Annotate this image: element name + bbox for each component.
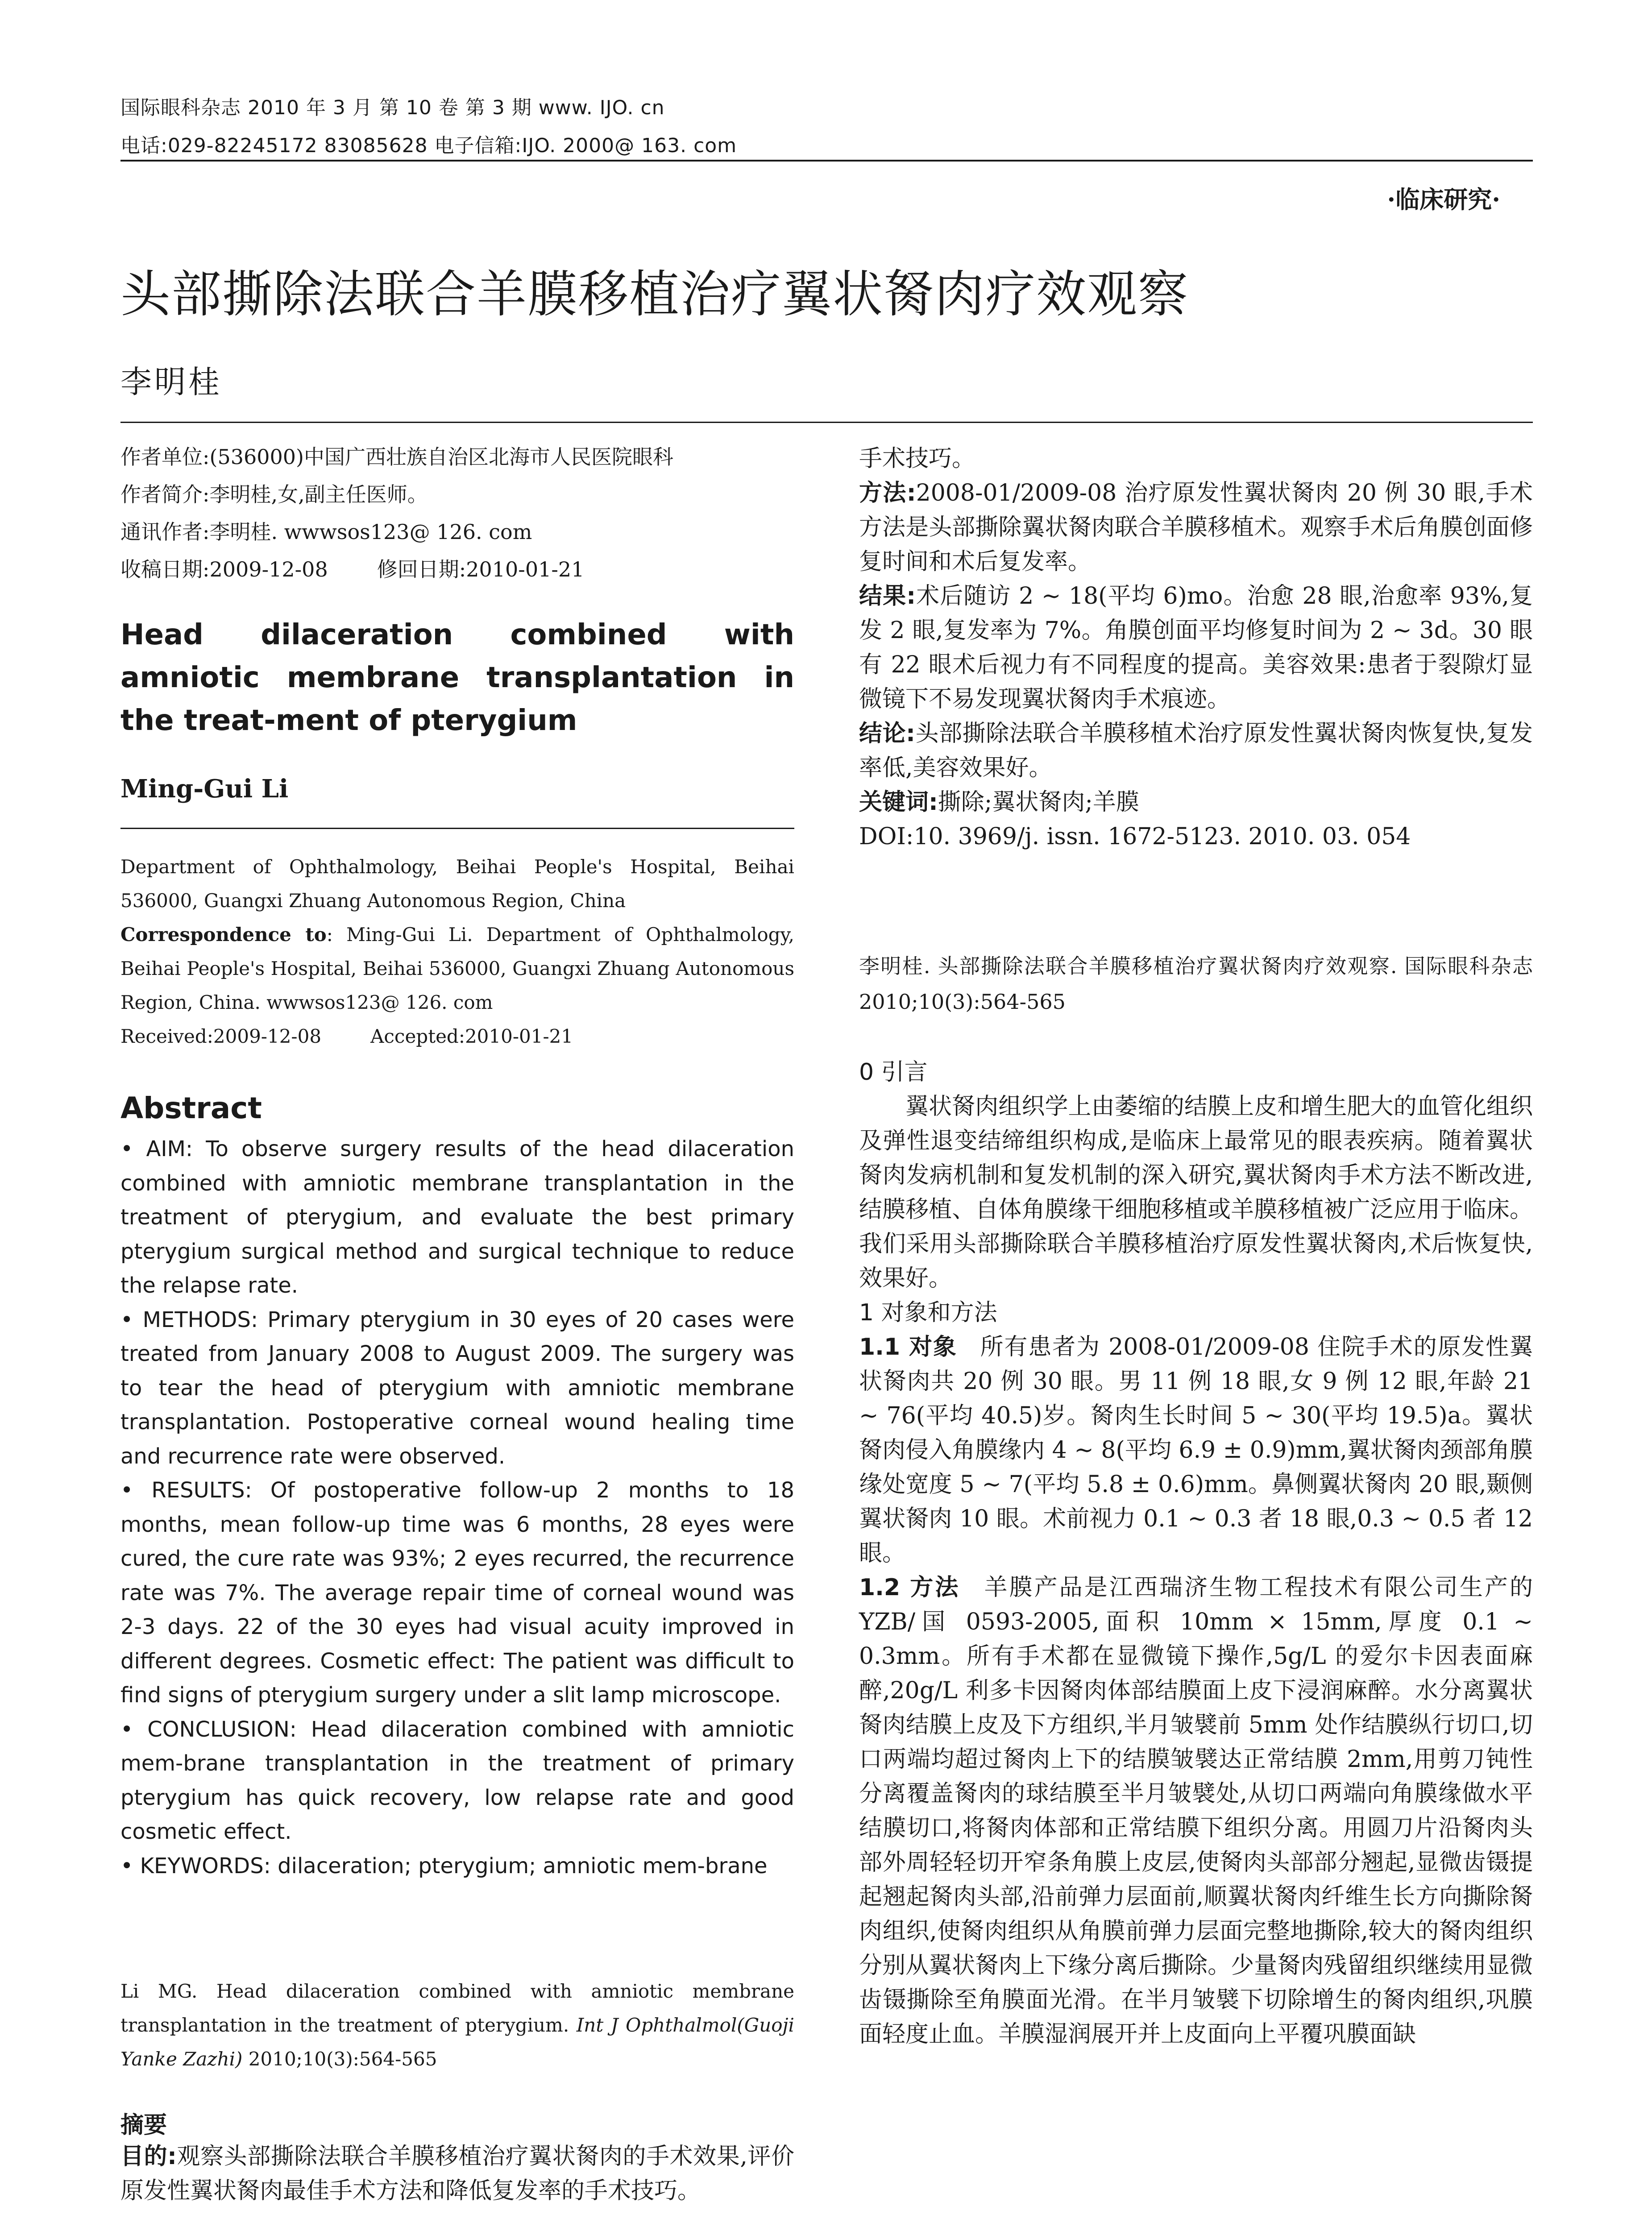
abstract-aim: • AIM: To observe surgery results of the head dilaceration combined with amniotic membrane transplantation in the treatment of pterygium, and evaluate the best primary pterygium surgical method and surgical technique to reduce the relapse rate. bbox=[120, 1136, 794, 1298]
received-date: 收稿日期:2009-12-08 bbox=[120, 557, 328, 581]
zh-results bbox=[859, 579, 1533, 717]
zh-conclusion-text: 头部撕除法联合羊膜移植术治疗原发性翼状胬肉恢复快,复发率低,美容效果好。 bbox=[859, 720, 1533, 781]
accepted-en: Accepted:2010-01-21 bbox=[370, 1025, 573, 1047]
intro-text: 翼状胬肉组织学上由萎缩的结膜上皮和增生肥大的血管化组织及弹性退变结缔组织构成,是临床上最常见的眼表疾病。随着翼状胬肉发病机制和复发机制的深入研究,翼状胬肉手术方法不断改进,结膜移植、自体角膜缘干细胞移植或羊膜移植被广泛应用于临床。我们采用头部撕除联合羊膜移植治疗原发性翼状胬肉,术后恢复快,效果好。 bbox=[859, 1093, 1533, 1292]
title-rule bbox=[120, 422, 1533, 423]
correspondence-text: : Ming-Gui Li. Department of Ophthalmology, Beihai People's Hospital, Beihai 536000, Guangxi Zhuang Autonomous Region, China. wwwsos123@ 126. com bbox=[120, 924, 794, 1013]
abstract-keywords: • KEYWORDS: dilaceration; pterygium; amniotic mem-brane bbox=[120, 1853, 768, 1879]
citation-en-vol: 2010;10(3):564-565 bbox=[242, 2048, 437, 2070]
zh-methods-text: 2008-01/2009-08 治疗原发性翼状胬肉 20 例 30 眼,手术方法是头部撕除翼状胬肉联合羊膜移植术。观察手术后角膜创面修复时间和术后复发率。 bbox=[859, 480, 1533, 575]
header-rule bbox=[120, 160, 1533, 162]
journal-header-line1: 国际眼科杂志 2010 年 3 月 第 10 卷 第 3 期 www. IJO. cn bbox=[120, 96, 665, 119]
zh-aim-text: 观察头部撕除法联合羊膜移植治疗翼状胬肉的手术效果,评价原发性翼状胬肉最佳手术方法和降低复发率的手术技巧。 bbox=[120, 2143, 794, 2204]
affiliation-en bbox=[120, 850, 794, 1053]
body-text bbox=[859, 1055, 1533, 2052]
author-unit: 作者单位:(536000)中国广西壮族自治区北海市人民医院眼科 bbox=[120, 445, 673, 469]
author-meta bbox=[120, 438, 799, 588]
en-dates bbox=[120, 1020, 794, 1053]
methods-heading: 1 对象和方法 bbox=[859, 1299, 997, 1326]
doi: DOI:10. 3969/j. issn. 1672-5123. 2010. 03. 054 bbox=[859, 823, 1411, 850]
zh-methods-label: 方法: bbox=[859, 480, 916, 506]
abstract-methods: • METHODS: Primary pterygium in 30 eyes of 20 cases were treated from January 2008 to August 2009. The surgery was to tear the head of pterygium with amniotic membrane transplantation. Postoperative corneal wound healing time and recurrence rate were observed. bbox=[120, 1307, 794, 1469]
zh-results-label: 结果: bbox=[859, 583, 916, 610]
article-title-en: Head dilaceration combined with amniotic membrane transplantation in the treat-ment of pterygium bbox=[120, 618, 794, 737]
citation-en-journal: Int J Ophthalmol(Guoji Yanke Zazhi) bbox=[120, 2014, 794, 2070]
citation-en bbox=[120, 1974, 794, 2076]
article-title-zh: 头部撕除法联合羊膜移植治疗翼状胬肉疗效观察 bbox=[120, 265, 1189, 323]
zh-aim-label: 目的: bbox=[120, 2143, 177, 2170]
subsection-1-1-label: 1.1 对象 bbox=[859, 1334, 957, 1360]
zh-keywords-text: 撕除;翼状胬肉;羊膜 bbox=[938, 789, 1139, 816]
author-zh: 李明桂 bbox=[120, 364, 222, 400]
subsection-1-2-label: 1.2 方法 bbox=[859, 1574, 960, 1601]
citation-en-text: Li MG. Head dilaceration combined with amniotic membrane transplantation in the treatment of pterygium. bbox=[120, 1980, 794, 2036]
citation-zh: 李明桂. 头部撕除法联合羊膜移植治疗翼状胬肉疗效观察. 国际眼科杂志 2010;10(3):564-565 bbox=[859, 954, 1533, 1014]
author-rule bbox=[120, 828, 794, 829]
citation-zh-block bbox=[859, 948, 1533, 1020]
journal-header-line2: 电话:029-82245172 83085628 电子信箱:IJO. 2000@ 163. com bbox=[120, 134, 737, 157]
subsection-1-1-text: 所有患者为 2008-01/2009-08 住院手术的原发性翼状胬肉共 20 例 30 眼。男 11 例 18 眼,女 9 例 12 眼,年龄 21 ~ 76(平均 40.5)岁。胬肉生长时间 5 ~ 30(平均 19.5)a。翼状胬肉侵入角膜缘内 4 ~ 8(平均 6.9 ± 0.9)mm,翼状胬肉颈部角膜缘处宽度 5 ~ 7(平均 5.8 ± 0.6)mm。鼻侧翼状胬肉 20 眼,颞侧翼状胬肉 10 眼。术前视力 0.1 ~ 0.3 者 18 眼,0.3 ~ 0.5 者 12 眼。 bbox=[859, 1334, 1533, 1567]
zh-results-text: 术后随访 2 ~ 18(平均 6)mo。治愈 28 眼,治愈率 93%,复发 2 眼,复发率为 7%。角膜创面平均修复时间为 2 ~ 3d。30 眼有 22 眼术后视力有不同程度的提高。美容效果:患者于裂隙灯显微镜下不易发现翼状胬肉手术痕迹。 bbox=[859, 583, 1533, 713]
zh-abstract-heading: 摘要 bbox=[120, 2112, 167, 2139]
abstract-conclusion: • CONCLUSION: Head dilaceration combined with amniotic mem-brane transplantation in the treatment of primary pterygium has quick recovery, low relapse rate and good cosmetic effect. bbox=[120, 1717, 794, 1844]
affiliation-dept: Department of Ophthalmology, Beihai People's Hospital, Beihai 536000, Guangxi Zhuang Autonomous Region, China bbox=[120, 856, 794, 912]
author-en: Ming-Gui Li bbox=[120, 774, 289, 804]
article-category: ·临床研究· bbox=[1387, 185, 1500, 214]
date-line bbox=[120, 551, 799, 588]
zh-keywords bbox=[859, 785, 1533, 820]
zh-abstract-aim-left bbox=[120, 2140, 794, 2208]
zh-aim-continued: 手术技巧。 bbox=[859, 445, 975, 472]
correspondence bbox=[120, 918, 794, 1020]
zh-conclusion bbox=[859, 717, 1533, 785]
intro-heading: 0 引言 bbox=[859, 1059, 928, 1086]
zh-keywords-label: 关键词: bbox=[859, 789, 938, 816]
revised-date: 修回日期:2010-01-21 bbox=[377, 557, 585, 581]
abstract-body bbox=[120, 1132, 794, 1883]
author-bio: 作者简介:李明桂,女,副主任医师。 bbox=[120, 482, 428, 506]
received-en: Received:2009-12-08 bbox=[120, 1025, 322, 1047]
zh-conclusion-label: 结论: bbox=[859, 720, 915, 747]
abstract-heading: Abstract bbox=[120, 1091, 262, 1125]
zh-methods bbox=[859, 476, 1533, 579]
correspondence-label: Correspondence to bbox=[120, 924, 327, 945]
subsection-1-2 bbox=[859, 1571, 1533, 2052]
author-contact: 通讯作者:李明桂. wwwsos123@ 126. com bbox=[120, 520, 532, 544]
right-column bbox=[859, 442, 1533, 854]
subsection-1-1 bbox=[859, 1330, 1533, 1571]
abstract-results: • RESULTS: Of postoperative follow-up 2 months to 18 months, mean follow-up time was 6 months, 28 eyes were cured, the cure rate was 93%; 2 eyes recurred, the recurrence rate was 7%. The average repair time of corneal wound was 2-3 days. 22 of the 30 eyes had visual acuity improved in different degrees. Cosmetic effect: The patient was difficult to find signs of pterygium surgery under a slit lamp microscope. bbox=[120, 1478, 794, 1708]
subsection-1-2-text: 羊膜产品是江西瑞济生物工程技术有限公司生产的 YZB/国 0593-2005,面积 10mm × 15mm,厚度 0.1 ~ 0.3mm。所有手术都在显微镜下操作,5g/L 的爱尔卡因表面麻醉,20g/L 利多卡因胬肉体部结膜面上皮下浸润麻醉。水分离翼状胬肉结膜上皮及下方组织,半月皱襞前 5mm 处作结膜纵行切口,切口两端均超过胬肉上下的结膜皱襞达正常结膜 2mm,用剪刀钝性分离覆盖胬肉的球结膜至半月皱襞处,从切口两端向角膜缘做水平结膜切口,将胬肉体部和正常结膜下组织分离。用圆刀片沿胬肉头部外周轻轻切开窄条角膜上皮层,使胬肉头部部分翘起,显微齿镊提起翘起胬肉头部,沿前弹力层面前,顺翼状胬肉纤维生长方向撕除胬肉组织,使胬肉组织从角膜前弹力层面完整地撕除,较大的胬肉组织分别从翼状胬肉上下缘分离后撕除。少量胬肉残留组织继续用显微齿镊撕除至角膜面光滑。在半月皱襞下切除增生的胬肉组织,巩膜面轻度止血。羊膜湿润展开并上皮面向上平覆巩膜面缺 bbox=[859, 1574, 1533, 2048]
